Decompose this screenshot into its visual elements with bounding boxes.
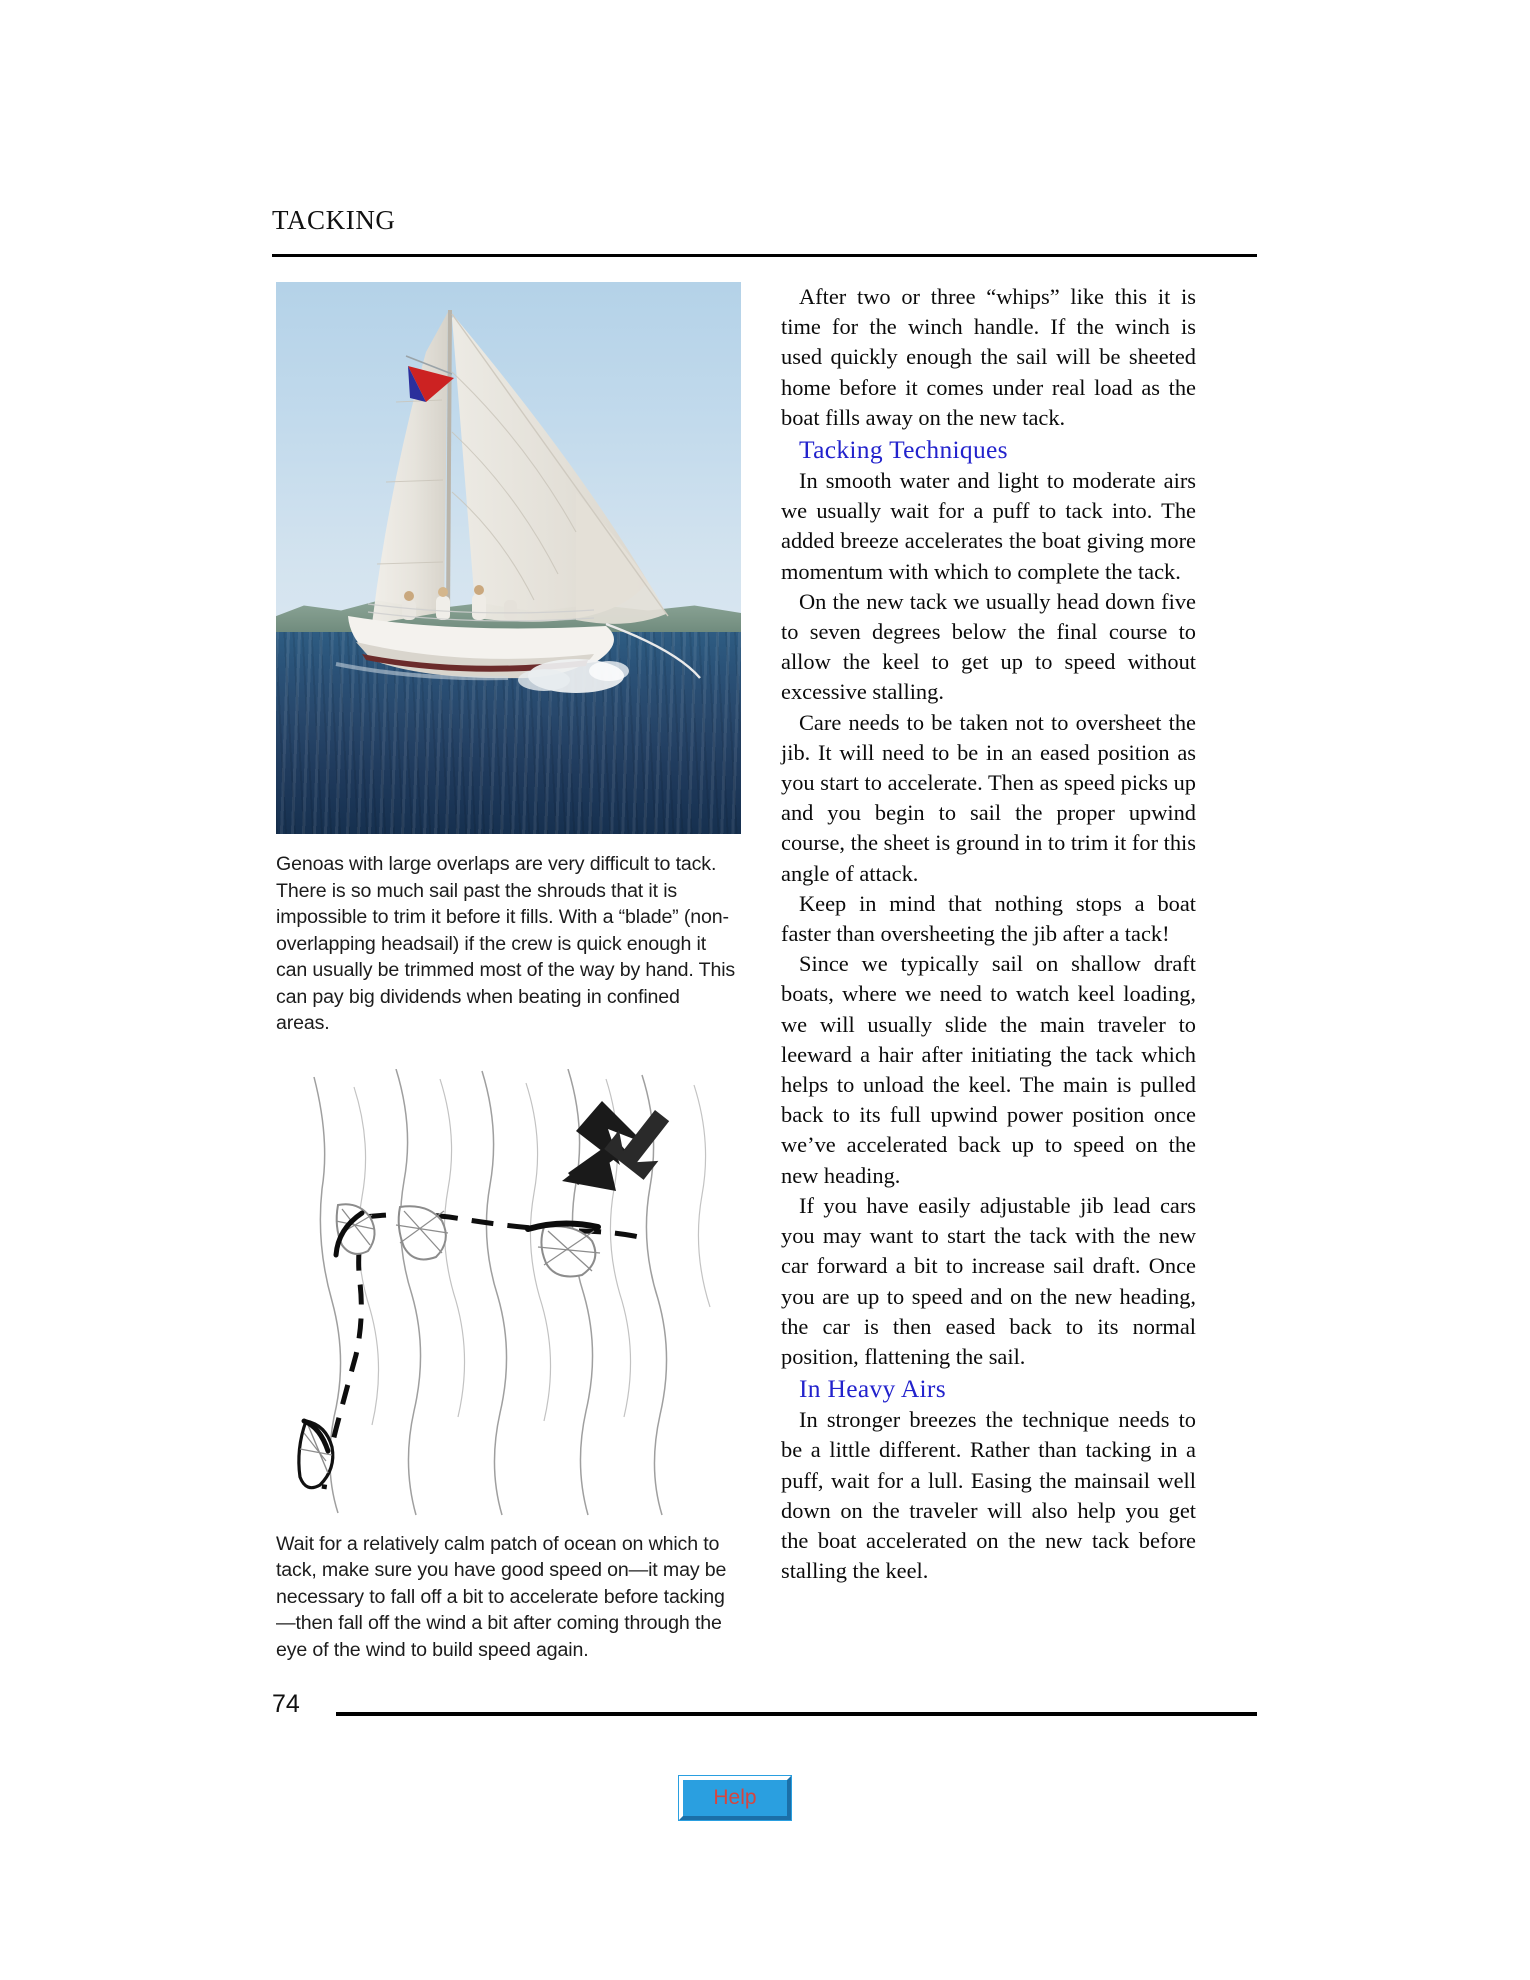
header-rule [272,254,1257,257]
boat-outline-3 [396,1206,448,1259]
running-head-text: TACKING [272,205,396,235]
footer-rule [336,1712,1257,1716]
tacking-diagram [276,1069,741,1517]
diagram-caption: Wait for a relatively calm patch of ocean on which to tack, make sure you have good speed on—it may be necessary to fall off a bit to accelerate before tacking—then fall off the wind a bit after coming through the eye of the wind to build speed again. [276,1532,727,1661]
body-paragraph-6: Since we typically sail on shallow draft boats, where we need to watch keel loading, we will usually slide the main traveler to leeward a hair after initiating the tack which helps to unload the keel. The main is pulled back to its full upwind power position once we’ve accelerated back up to speed on the new heading. [781,951,1196,1188]
photo-caption: Genoas with large overlaps are very difficult to tack. There is so much sail past the shrouds that it is impossible to trim it before it fills. With a “blade” (non-overlapping headsail) if the crew is quick enough it can usually be trimmed most of the way by hand. This can pay big dividends when beating in confined areas. [276,853,736,1034]
photo-boat-graphics [276,282,741,834]
body-paragraph-8: In stronger breezes the technique needs to be a little different. Rather than tacking in a puff, wait for a lull. Easing the mainsail well down on the traveler will also help you get the boat accelerated on the new tack before stalling the keel. [781,1407,1196,1584]
body-paragraph-7: If you have easily adjustable jib lead cars you may want to start the tack with the new car forward a bit to increase sail draft. Once you are up to speed and on the new heading, the car is then eased back to its normal position, flattening the sail. [781,1192,1196,1369]
body-paragraph-4: Care needs to be taken not to oversheet the jib. It will need to be in an eased position as you start to accelerate. Then as speed picks up and you begin to sail the proper upwind course, the sheet is ground in to trim it for this angle of attack. [781,709,1196,886]
boat-outline-4 [538,1226,600,1276]
running-head [272,205,396,236]
body-paragraph-2: In smooth water and light to moderate airs we usually wait for a puff to tack into. The added breeze accelerates the boat giving more momentum with which to complete the tack. [781,468,1196,584]
left-column [276,282,741,1663]
body-paragraph-5: Keep in mind that nothing stops a boat faster than oversheeting the jib after a tack! [781,890,1196,947]
body-paragraph-1: After two or three “whips” like this it is time for the winch handle. If the winch is used quickly enough the sail will be sheeted home before it comes under real load as the boat fills away on the new tack. [781,284,1196,430]
help-button[interactable]: Help [679,1776,791,1820]
boat-outline-2 [336,1204,375,1254]
sailboat-photo [276,282,741,834]
help-button-wrapper [679,1776,801,1828]
body-paragraph-3: On the new tack we usually head down five to seven degrees below the final course to allow the keel to get up to speed without excessive stalling. [781,588,1196,705]
right-column [781,282,1196,1586]
tacking-diagram-graphics [276,1069,741,1517]
page-number: 74 [272,1690,300,1718]
section-heading-in-heavy-airs: In Heavy Airs [799,1374,946,1404]
section-heading-tacking-techniques: Tacking Techniques [799,435,1008,465]
